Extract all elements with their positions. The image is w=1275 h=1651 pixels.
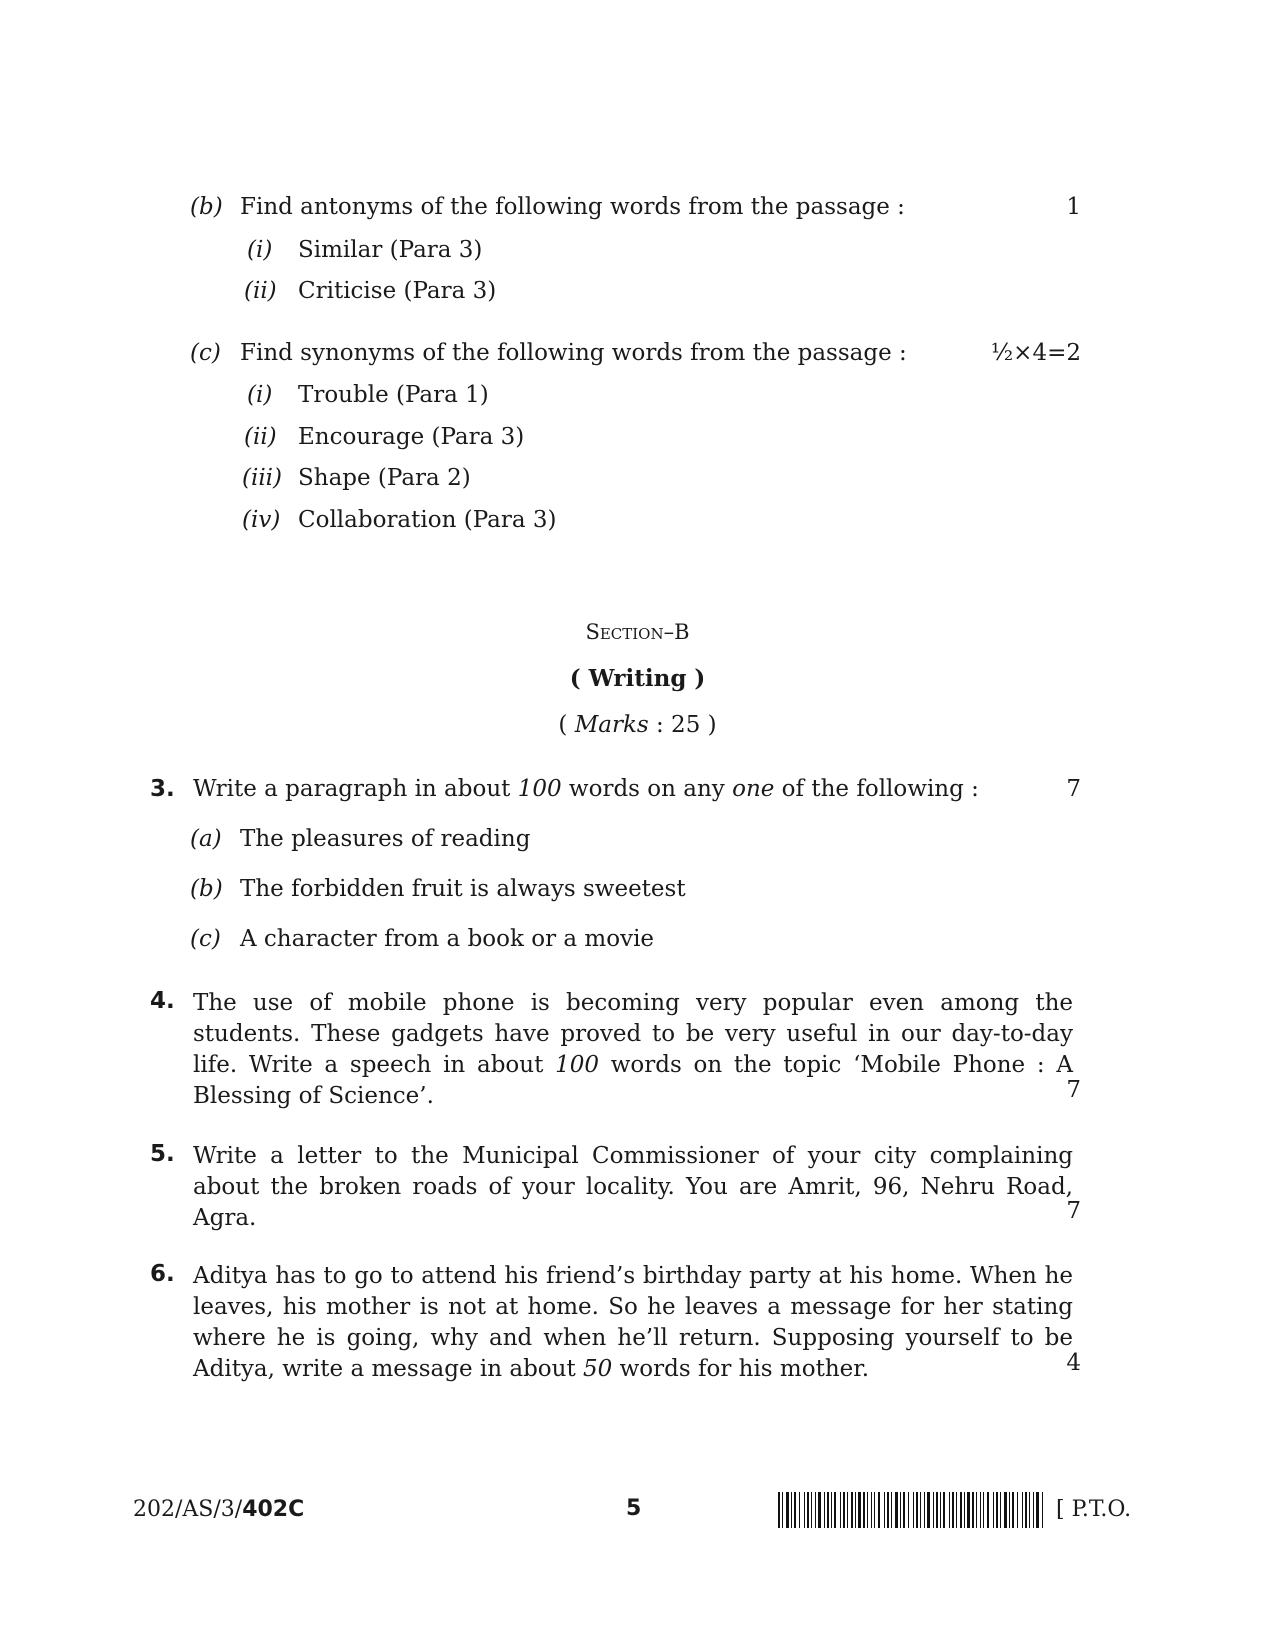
- section-marks: [0, 712, 1275, 738]
- barcode-bar: [913, 1492, 914, 1528]
- barcode: [778, 1492, 1044, 1528]
- barcode-bar: [976, 1492, 977, 1528]
- barcode-bar: [987, 1492, 989, 1528]
- barcode-bar: [1004, 1492, 1007, 1528]
- q3-option-text: The pleasures of reading: [240, 826, 531, 852]
- barcode-bar: [1025, 1492, 1027, 1528]
- barcode-bar: [949, 1492, 950, 1528]
- barcode-bar: [1009, 1492, 1010, 1528]
- q2b-text: Find antonyms of the following words from the passage :: [240, 194, 905, 220]
- barcode-bar: [782, 1492, 783, 1528]
- q2b-item-text: Criticise (Para 3): [298, 278, 497, 304]
- barcode-bar: [878, 1492, 880, 1528]
- q3-option-text: The forbidden fruit is always sweetest: [240, 876, 686, 902]
- q3-option-label: (b): [190, 876, 223, 902]
- section-marks-word: Marks: [574, 712, 649, 738]
- barcode-bar: [993, 1492, 994, 1528]
- barcode-bar: [807, 1492, 809, 1528]
- barcode-bar: [952, 1492, 954, 1528]
- barcode-bar: [964, 1492, 965, 1528]
- q5-marks: 7: [1066, 1198, 1081, 1224]
- barcode-bar: [920, 1492, 921, 1528]
- barcode-bar: [815, 1492, 816, 1528]
- barcode-bar: [916, 1492, 918, 1528]
- barcode-bar: [824, 1492, 825, 1528]
- barcode-bar: [895, 1492, 898, 1528]
- q2c-marks: ½×4=2: [990, 340, 1081, 366]
- q3-option-label: (a): [190, 826, 222, 852]
- q2c-item-label: (i): [247, 382, 273, 408]
- barcode-bar: [1029, 1492, 1030, 1528]
- barcode-bar: [1012, 1492, 1014, 1528]
- q6-marks: 4: [1066, 1350, 1081, 1376]
- barcode-bar: [831, 1492, 832, 1528]
- barcode-bar: [818, 1492, 821, 1528]
- q3-text: Write a paragraph in about 100 words on any one of the following :: [193, 776, 979, 802]
- barcode-bar: [1042, 1492, 1043, 1528]
- barcode-bar: [980, 1492, 981, 1528]
- barcode-bar: [1036, 1492, 1039, 1528]
- barcode-bar: [791, 1492, 792, 1528]
- barcode-bar: [804, 1492, 805, 1528]
- q2c-item-label: (ii): [244, 424, 277, 450]
- barcode-bar: [794, 1492, 796, 1528]
- q3-marks: 7: [1066, 776, 1081, 802]
- barcode-bar: [927, 1492, 930, 1528]
- section-marks-rest: : 25 ): [648, 712, 717, 738]
- pto-label: [ P.T.O.: [1056, 1497, 1132, 1522]
- barcode-bar: [972, 1492, 974, 1528]
- barcode-bar: [843, 1492, 845, 1528]
- barcode-bar: [983, 1492, 984, 1528]
- q3-option-label: (c): [190, 926, 221, 952]
- barcode-bar: [827, 1492, 829, 1528]
- q2c-item-text: Trouble (Para 1): [298, 382, 489, 408]
- paper-code: 202/AS/3/402C: [133, 1497, 305, 1522]
- barcode-bar: [956, 1492, 957, 1528]
- barcode-bar: [887, 1492, 889, 1528]
- q5-number: 5.: [150, 1141, 175, 1167]
- barcode-bar: [858, 1492, 861, 1528]
- barcode-bar: [933, 1492, 934, 1528]
- q3-number: 3.: [150, 776, 175, 802]
- barcode-bar: [786, 1492, 789, 1528]
- q2c-item-text: Collaboration (Para 3): [298, 507, 557, 533]
- section-title: Section–B: [585, 620, 690, 644]
- barcode-bar: [840, 1492, 841, 1528]
- q6-number: 6.: [150, 1261, 175, 1287]
- barcode-bar: [851, 1492, 853, 1528]
- barcode-bar: [900, 1492, 901, 1528]
- section-subtitle: ( Writing ): [569, 665, 706, 692]
- barcode-bar: [1017, 1492, 1018, 1528]
- barcode-bar: [891, 1492, 892, 1528]
- q4-text: The use of mobile phone is becoming very popular even among the students. These gadgets have proved to be very useful in our day-to-day life. Write a speech in about 100 words on the topic ‘Mobile Phone : A Blessing of Science’.: [193, 990, 1073, 1109]
- barcode-bar: [943, 1492, 945, 1528]
- q2b-item-label: (ii): [244, 278, 277, 304]
- q2c-label: (c): [190, 340, 221, 366]
- q2b-item-label: (i): [247, 237, 273, 263]
- barcode-bar: [960, 1492, 962, 1528]
- q2c-item-text: Shape (Para 2): [298, 465, 471, 491]
- q6-text: Aditya has to go to attend his friend’s birthday party at his home. When he leaves, his mother is not at home. So he leaves a message for her stating where he is going, why and when he’ll return. Supposing yourself to be Aditya, write a message in about 50 words for his mother.: [193, 1263, 1073, 1382]
- q2b-marks: 1: [1066, 194, 1081, 220]
- q4-marks: 7: [1066, 1077, 1081, 1103]
- barcode-bar: [924, 1492, 925, 1528]
- barcode-bar: [834, 1492, 836, 1528]
- barcode-bar: [874, 1492, 875, 1528]
- barcode-bar: [799, 1492, 800, 1528]
- barcode-bar: [867, 1492, 868, 1528]
- barcode-bar: [863, 1492, 865, 1528]
- q2c-item-text: Encourage (Para 3): [298, 424, 525, 450]
- barcode-bar: [1022, 1492, 1023, 1528]
- barcode-bar: [908, 1492, 909, 1528]
- q2c-item-label: (iv): [242, 507, 281, 533]
- barcode-bar: [847, 1492, 848, 1528]
- barcode-bar: [871, 1492, 872, 1528]
- barcode-bar: [1000, 1492, 1001, 1528]
- barcode-bar: [967, 1492, 970, 1528]
- barcode-bar: [811, 1492, 812, 1528]
- q3-option-text: A character from a book or a movie: [240, 926, 655, 952]
- q5-text: Write a letter to the Municipal Commissioner of your city complaining about the broken roads of your locality. You are Amrit, 96, Nehru Road, Agra.: [193, 1143, 1073, 1231]
- barcode-bar: [903, 1492, 905, 1528]
- barcode-bar: [940, 1492, 941, 1528]
- barcode-bar: [936, 1492, 938, 1528]
- q2b-label: (b): [190, 194, 223, 220]
- page-number: 5: [626, 1496, 642, 1521]
- barcode-bar: [855, 1492, 856, 1528]
- barcode-bar: [884, 1492, 885, 1528]
- barcode-bar: [996, 1492, 998, 1528]
- section-marks-open: (: [558, 712, 575, 738]
- barcode-bar: [1033, 1492, 1034, 1528]
- q2b-item-text: Similar (Para 3): [298, 237, 483, 263]
- q4-number: 4.: [150, 988, 175, 1014]
- q2c-item-label: (iii): [242, 465, 283, 491]
- barcode-bar: [778, 1492, 780, 1528]
- q2c-text: Find synonyms of the following words from the passage :: [240, 340, 907, 366]
